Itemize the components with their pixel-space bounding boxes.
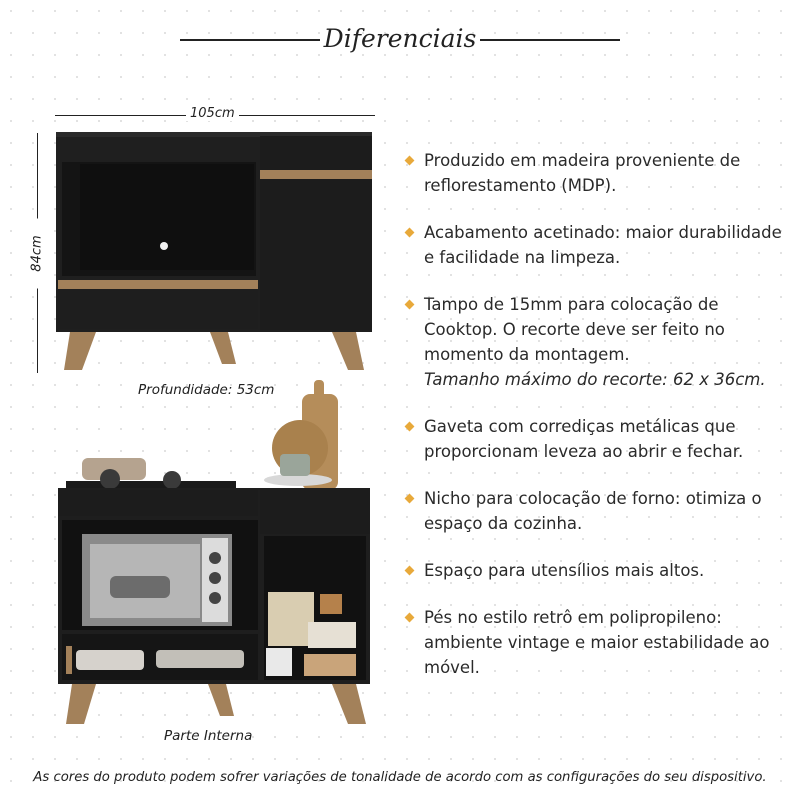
width-label: 105cm — [186, 106, 239, 121]
list-item: Pés no estilo retrô em polipropileno: ambiente vintage e maior estabilidade ao móvel. — [404, 605, 796, 680]
list-item: Espaço para utensílios mais altos. — [404, 558, 796, 583]
list-item: Tampo de 15mm para colocação de Cooktop. O recorte deve ser feito no momento da montagem. Tamanho máximo do recorte: 62 x 36cm. — [404, 292, 796, 392]
cabinet-exterior-image — [52, 128, 377, 376]
diamond-bullet-icon — [405, 566, 415, 576]
section-header — [180, 22, 620, 58]
diamond-bullet-icon — [405, 613, 415, 623]
diamond-bullet-icon — [405, 228, 415, 238]
page-title: Diferenciais — [323, 24, 477, 53]
feature-list — [404, 148, 796, 702]
height-label: 84cm — [30, 219, 45, 289]
list-item: Produzido em madeira proveniente de reflorestamento (MDP). — [404, 148, 796, 198]
diamond-bullet-icon — [405, 300, 415, 310]
diamond-bullet-icon — [405, 494, 415, 504]
list-item: Nicho para colocação de forno: otimiza o espaço da cozinha. — [404, 486, 796, 536]
cabinet-interior-image — [52, 378, 377, 728]
color-disclaimer: As cores do produto podem sofrer variações de tonalidade de acordo com as configurações do seu dispositivo. — [33, 770, 767, 785]
interior-caption: Parte Interna — [164, 728, 253, 744]
cutout-size-note: Tamanho máximo do recorte: 62 x 36cm. — [424, 370, 766, 389]
diamond-bullet-icon — [405, 156, 415, 166]
diamond-bullet-icon — [405, 422, 415, 432]
depth-label: Profundidade: 53cm — [138, 382, 275, 398]
list-item: Gaveta com corrediças metálicas que proporcionam leveza ao abrir e fechar. — [404, 414, 796, 464]
list-item: Acabamento acetinado: maior durabilidade e facilidade na limpeza. — [404, 220, 796, 270]
